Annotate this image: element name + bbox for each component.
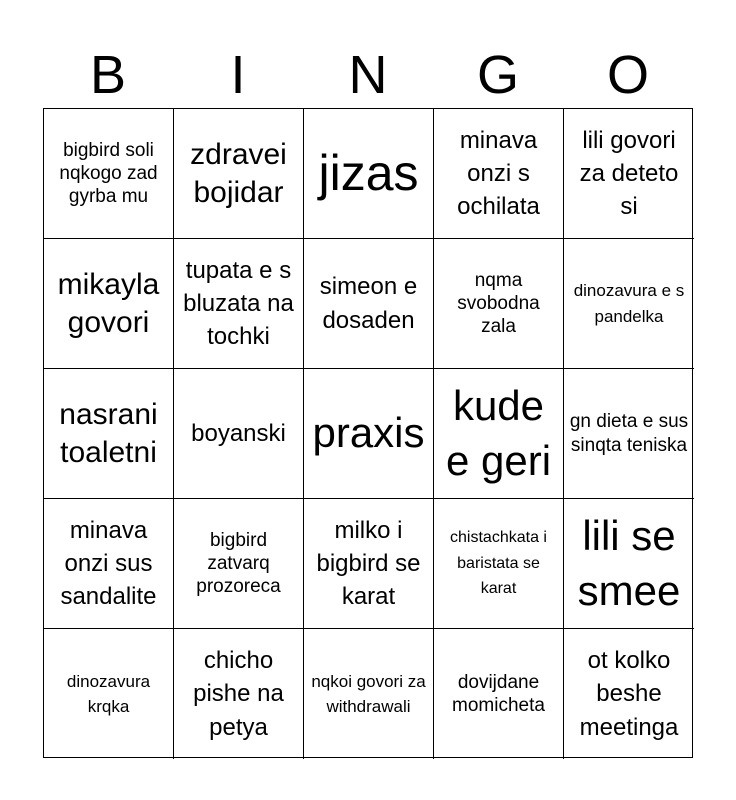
bingo-cell-r1c1[interactable]: bigbird soli nqkogo zad gyrba mu [44, 109, 174, 239]
bingo-cell-r3c1[interactable]: nasrani toaletni [44, 369, 174, 499]
bingo-cell-r2c4[interactable]: nqma svobodna zala [434, 239, 564, 369]
header-letter-i: I [230, 45, 246, 105]
bingo-cell-r2c3[interactable]: simeon e dosaden [304, 239, 434, 369]
bingo-cell-r4c4[interactable]: chistachkata i baristata se karat [434, 499, 564, 629]
bingo-grid [43, 108, 693, 758]
bingo-cell-r3c5[interactable]: gn dieta e sus sinqta teniska [564, 369, 694, 499]
header-letter-o: O [606, 45, 649, 105]
bingo-cell-r2c5[interactable]: dinozavura e s pandelka [564, 239, 694, 369]
bingo-cell-r1c3[interactable]: jizas [304, 109, 434, 239]
bingo-cell-r1c5[interactable]: lili govori za deteto si [564, 109, 694, 239]
header-letter-b: B [89, 45, 127, 105]
bingo-cell-r4c2[interactable]: bigbird zatvarq prozoreca [174, 499, 304, 629]
bingo-cell-r5c5[interactable]: ot kolko beshe meetinga [579, 647, 679, 741]
bingo-cell-r1c2[interactable]: zdravei bojidar [174, 109, 304, 239]
bingo-cell-r3c4[interactable]: kude e geri [434, 369, 564, 499]
bingo-header [43, 42, 693, 108]
bingo-cell-r3c3[interactable]: praxis [304, 369, 434, 499]
bingo-cell-r4c1[interactable]: minava onzi sus sandalite [44, 499, 174, 629]
bingo-cell-r5c4[interactable]: dovijdane momicheta [434, 629, 564, 759]
bingo-cell-r5c1[interactable]: dinozavura krqka [44, 629, 174, 759]
bingo-cell-r4c5[interactable]: lili se smee [564, 499, 694, 629]
bingo-cell-r2c2[interactable]: tupata e s bluzata na tochki [174, 239, 304, 369]
bingo-cell-r3c2[interactable]: boyanski [174, 369, 304, 499]
bingo-cell-r4c3[interactable]: milko i bigbird se karat [304, 499, 434, 629]
bingo-cell-r5c2[interactable]: chicho pishe na petya [174, 629, 304, 759]
bingo-cell-r2c1[interactable]: mikayla govori [44, 239, 174, 369]
bingo-cell-r1c4[interactable]: minava onzi s ochilata [434, 109, 564, 239]
header-letter-n: N [348, 45, 388, 105]
bingo-cell-r5c3[interactable]: nqkoi govori za withdrawali [304, 629, 434, 759]
header-letter-g: G [476, 45, 519, 105]
